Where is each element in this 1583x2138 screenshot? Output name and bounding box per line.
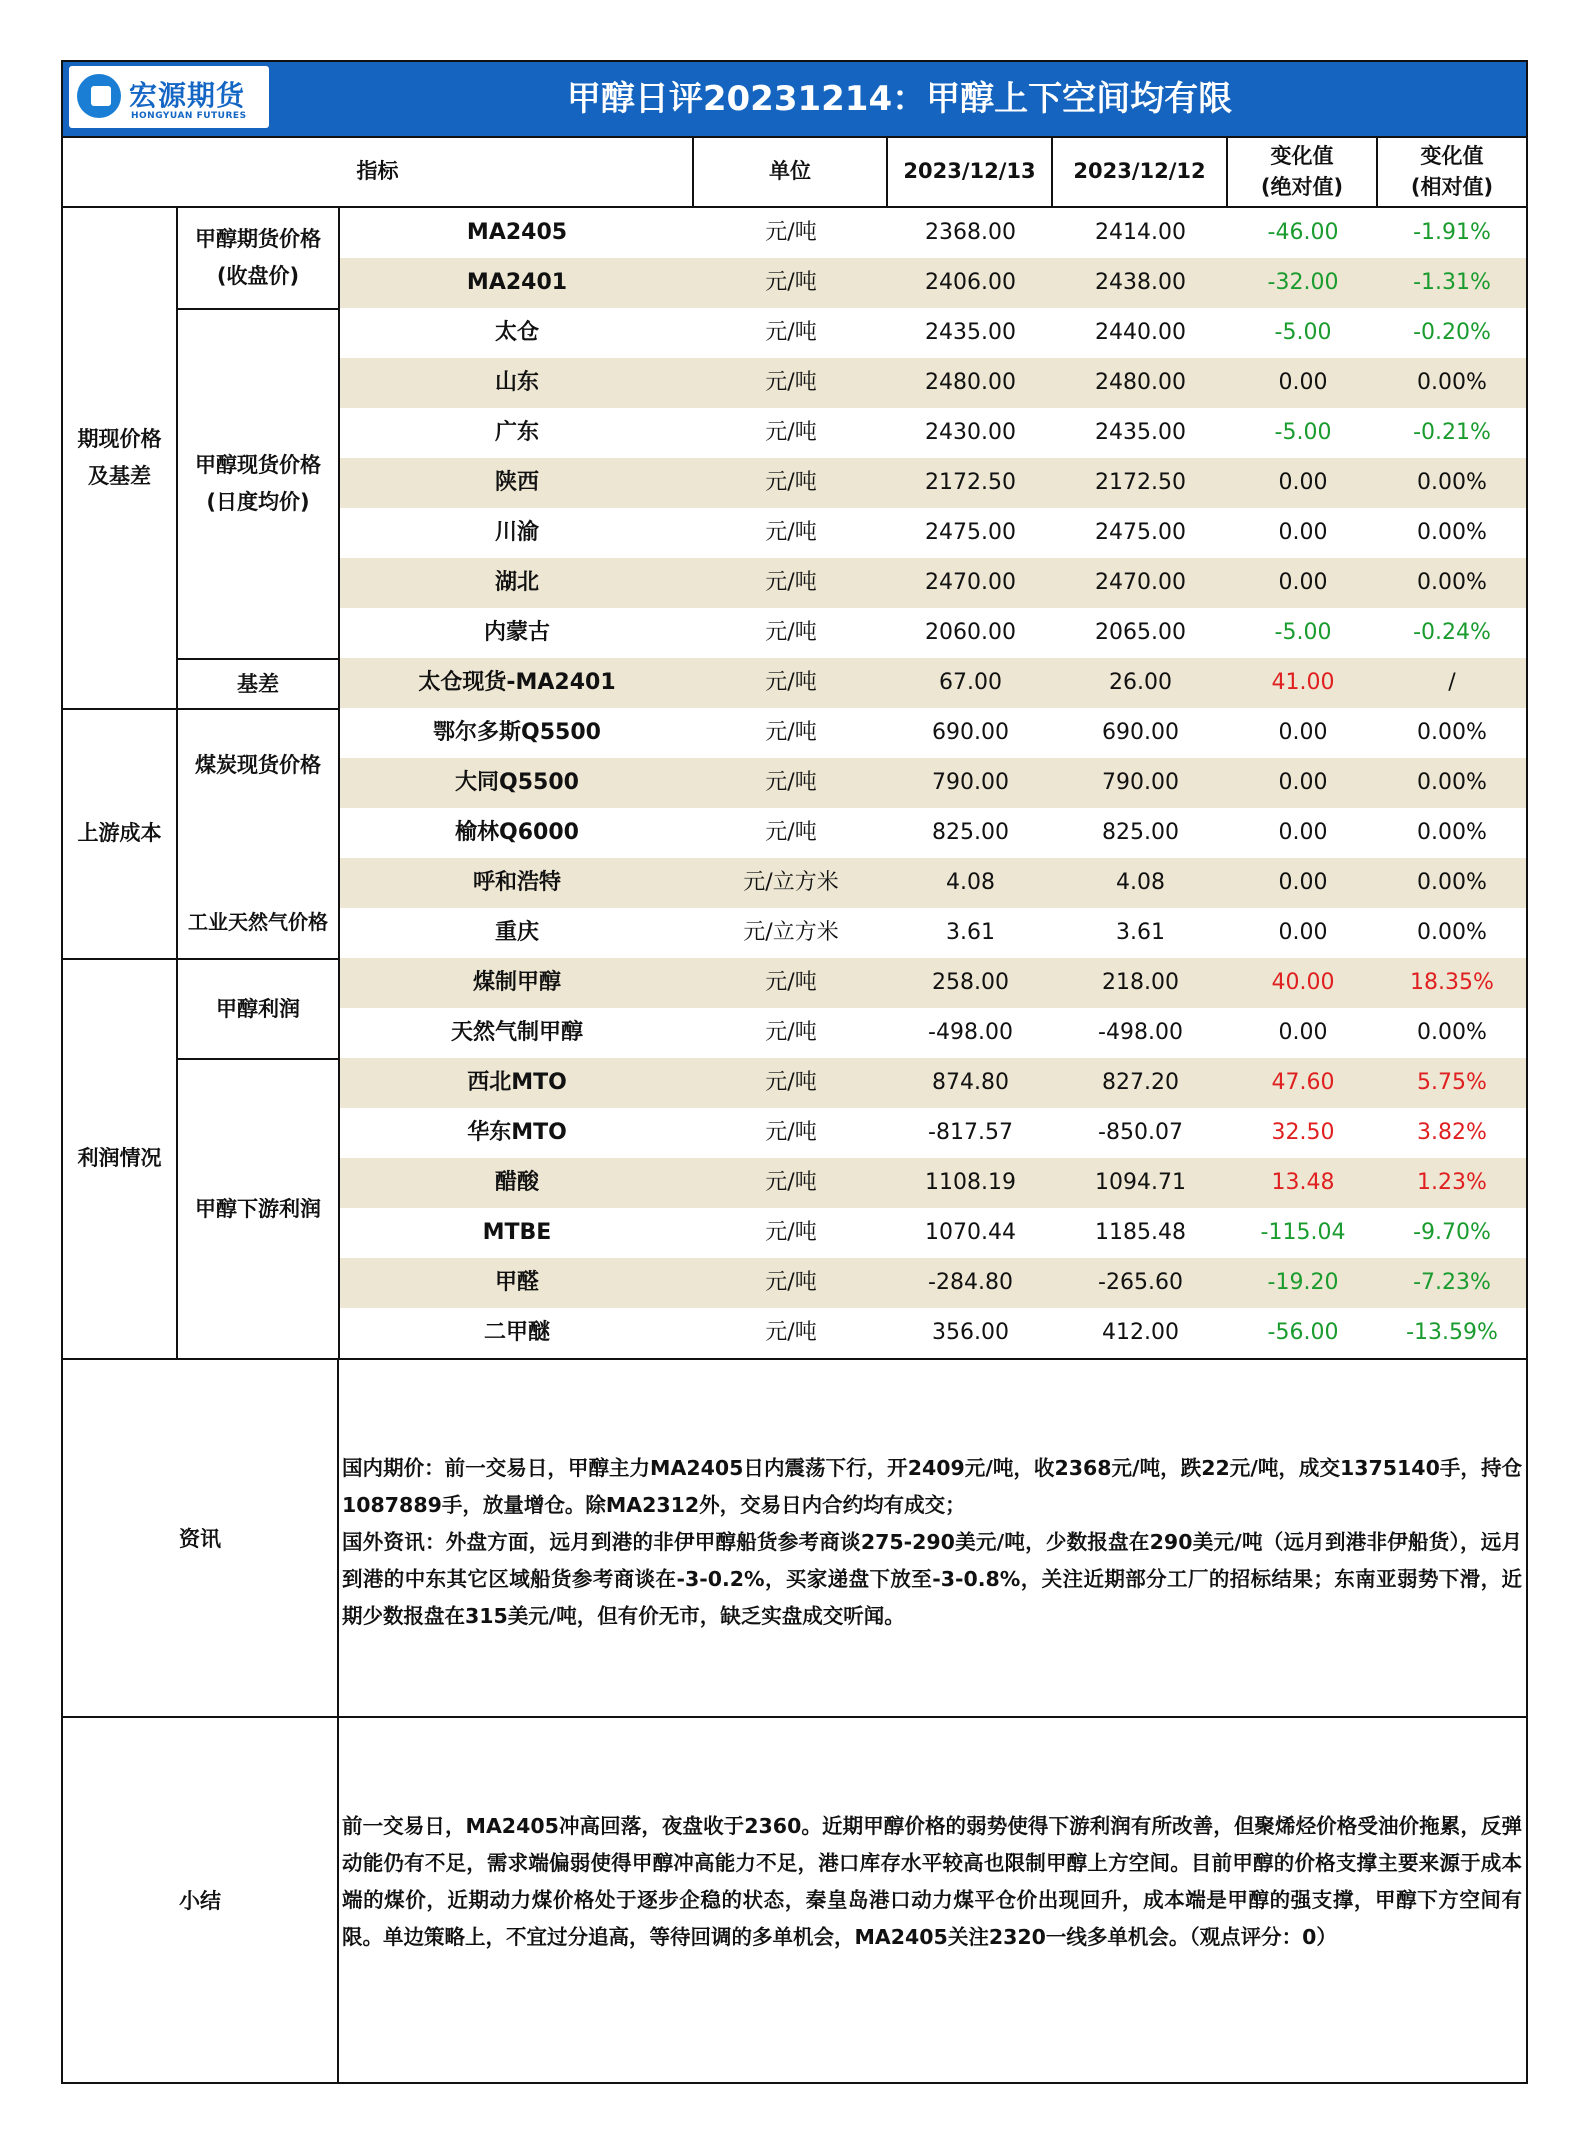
table-row: [63, 858, 1526, 908]
row-unit: 元/吨: [765, 220, 817, 245]
row-value-date-1: 3.61: [946, 920, 995, 945]
section-label-profit: 利润情况: [63, 958, 176, 1358]
row-value-date-1: 258.00: [932, 970, 1009, 995]
row-rel-change: 1.23%: [1417, 1170, 1487, 1195]
row-rel-change: /: [1448, 670, 1456, 695]
row-unit: 元/吨: [765, 570, 817, 595]
row-indicator: MTBE: [482, 1220, 552, 1245]
row-indicator: 呼和浩特: [472, 870, 561, 895]
row-value-date-2: 2438.00: [1095, 270, 1186, 295]
row-value-date-2: -498.00: [1098, 1020, 1183, 1045]
row-indicator: 大同Q5500: [455, 770, 579, 795]
row-value-date-1: 790.00: [932, 770, 1009, 795]
col-abs-change: 变化值 (绝对值): [1228, 138, 1378, 206]
row-unit: 元/吨: [765, 1220, 817, 1245]
summary-text: 前一交易日，MA2405冲高回落，夜盘收于2360。近期甲醇价格的弱势使得下游利润有所改善，但聚烯烃价格受油价拖累，反弹动能仍有不足，需求端偏弱使得甲醇冲高能力不足，港口库存水平较高也限制甲醇上方空间。目前甲醇的价格支撑主要来源于成本端的煤价，近期动力煤价格处于逐步企稳的状态，秦皇岛港口动力煤平仓价出现回升，成本端是甲醇的强支撑，甲醇下方空间有限。单边策略上，不宜过分追高，等待回调的多单机会，MA2405关注2320一线多单机会。（观点评分：0）: [342, 1814, 1522, 1949]
row-indicator: 太仓现货-MA2401: [418, 670, 616, 695]
subgroup-label-gas-price: 工业天然气价格: [178, 902, 338, 942]
row-abs-change: 13.48: [1271, 1170, 1335, 1195]
divider: [337, 1360, 339, 2082]
row-abs-change: 0.00: [1278, 770, 1328, 795]
row-rel-change: -13.59%: [1406, 1320, 1498, 1345]
row-rel-change: 0.00%: [1417, 470, 1487, 495]
row-rel-change: 3.82%: [1417, 1120, 1487, 1145]
row-abs-change: 0.00: [1278, 870, 1328, 895]
col-date-2: 2023/12/12: [1053, 138, 1228, 206]
row-rel-change: -1.91%: [1413, 220, 1491, 245]
col-unit: 单位: [694, 138, 888, 206]
row-abs-change: 0.00: [1278, 520, 1328, 545]
subgroup-label-coal-price: 煤炭现货价格: [178, 710, 338, 820]
row-indicator: 华东MTO: [467, 1120, 567, 1145]
row-abs-change: 0.00: [1278, 570, 1328, 595]
company-logo: [69, 66, 269, 128]
summary-label: 小结: [179, 1889, 221, 1913]
row-unit: 元/立方米: [743, 920, 839, 945]
row-value-date-1: 2172.50: [925, 470, 1016, 495]
row-unit: 元/吨: [765, 270, 817, 295]
row-rel-change: -0.24%: [1413, 620, 1491, 645]
row-abs-change: -46.00: [1267, 220, 1339, 245]
row-value-date-2: -850.07: [1098, 1120, 1183, 1145]
row-abs-change: 0.00: [1278, 470, 1328, 495]
row-value-date-2: 3.61: [1116, 920, 1165, 945]
row-indicator: 西北MTO: [467, 1070, 567, 1095]
row-unit: 元/吨: [765, 1320, 817, 1345]
row-indicator: 陕西: [494, 470, 539, 495]
row-value-date-1: 874.80: [932, 1070, 1009, 1095]
row-value-date-2: 2435.00: [1095, 420, 1186, 445]
row-indicator: 天然气制甲醇: [450, 1020, 583, 1045]
row-value-date-1: 2368.00: [925, 220, 1016, 245]
divider: [338, 208, 340, 1358]
subgroup-label-spot-price: 甲醇现货价格 (日度均价): [178, 310, 338, 658]
row-indicator: 湖北: [494, 570, 539, 595]
row-abs-change: 47.60: [1271, 1070, 1335, 1095]
report-header: [63, 62, 1526, 136]
row-rel-change: 0.00%: [1417, 870, 1487, 895]
row-unit: 元/吨: [765, 1170, 817, 1195]
row-value-date-1: 825.00: [932, 820, 1009, 845]
row-value-date-2: 690.00: [1102, 720, 1179, 745]
row-abs-change: -32.00: [1267, 270, 1339, 295]
row-indicator: 二甲醚: [483, 1320, 550, 1345]
row-rel-change: 0.00%: [1417, 520, 1487, 545]
row-abs-change: 32.50: [1271, 1120, 1335, 1145]
row-indicator: 甲醛: [494, 1270, 539, 1295]
row-rel-change: -7.23%: [1413, 1270, 1491, 1295]
row-value-date-1: 2406.00: [925, 270, 1016, 295]
row-abs-change: 0.00: [1278, 1020, 1328, 1045]
col-date-1: 2023/12/13: [888, 138, 1053, 206]
col-indicator: 指标: [63, 138, 694, 206]
row-value-date-2: 218.00: [1102, 970, 1179, 995]
row-rel-change: 0.00%: [1417, 1020, 1487, 1045]
row-value-date-1: 67.00: [939, 670, 1002, 695]
row-value-date-2: 827.20: [1102, 1070, 1179, 1095]
row-value-date-2: 2475.00: [1095, 520, 1186, 545]
row-unit: 元/立方米: [743, 870, 839, 895]
row-unit: 元/吨: [765, 420, 817, 445]
row-indicator: 太仓: [494, 320, 539, 345]
row-unit: 元/吨: [765, 1070, 817, 1095]
row-indicator: 重庆: [494, 920, 539, 945]
row-value-date-1: 2435.00: [925, 320, 1016, 345]
subgroup-label-futures-price: 甲醇期货价格 (收盘价): [178, 208, 338, 308]
row-value-date-1: -284.80: [928, 1270, 1013, 1295]
divider: [178, 1058, 338, 1060]
row-indicator: 广东: [494, 420, 539, 445]
row-abs-change: 0.00: [1278, 370, 1328, 395]
row-unit: 元/吨: [765, 320, 817, 345]
news-text: 国内期价：前一交易日，甲醇主力MA2405日内震荡下行，开2409元/吨，收2368元/吨，跌22元/吨，成交1375140手，持仓1087889手，放量增仓。除MA2312外，交易日内合约均有成交； 国外资讯：外盘方面，远月到港的非伊甲醇船货参考商谈275-290美元/吨，少数报盘在290美元/吨（远月到港非伊船货），远月到港的中东其它区域船货参考商谈在-3-0.2%，买家递盘下放至-3-0.8%，关注近期部分工厂的招标结果；东南亚弱势下滑，近期少数报盘在315美元/吨，但有价无市，缺乏实盘成交听闻。: [342, 1456, 1522, 1628]
row-rel-change: 0.00%: [1417, 820, 1487, 845]
row-value-date-1: -817.57: [928, 1120, 1013, 1145]
row-value-date-1: -498.00: [928, 1020, 1013, 1045]
row-rel-change: 0.00%: [1417, 920, 1487, 945]
row-value-date-2: -265.60: [1098, 1270, 1183, 1295]
logo-subtext: HONGYUAN FUTURES: [131, 111, 247, 121]
row-rel-change: 5.75%: [1417, 1070, 1487, 1095]
row-unit: 元/吨: [765, 620, 817, 645]
report-frame: [61, 60, 1528, 2084]
row-indicator: 醋酸: [494, 1170, 539, 1195]
row-value-date-1: 2470.00: [925, 570, 1016, 595]
column-header-row: [63, 136, 1526, 208]
row-abs-change: 41.00: [1271, 670, 1335, 695]
subgroup-label-methanol-profit: 甲醇利润: [178, 960, 338, 1058]
row-value-date-1: 356.00: [932, 1320, 1009, 1345]
row-value-date-2: 2172.50: [1095, 470, 1186, 495]
row-unit: 元/吨: [765, 1120, 817, 1145]
divider: [63, 958, 176, 960]
row-unit: 元/吨: [765, 1270, 817, 1295]
row-value-date-1: 1108.19: [925, 1170, 1016, 1195]
row-rel-change: -1.31%: [1413, 270, 1491, 295]
row-value-date-2: 2414.00: [1095, 220, 1186, 245]
row-value-date-1: 690.00: [932, 720, 1009, 745]
report-title: 甲醇日评20231214：甲醇上下空间均有限: [566, 79, 1233, 119]
divider: [178, 658, 340, 660]
subgroup-label-downstream-profit: 甲醇下游利润: [178, 1060, 338, 1358]
row-value-date-1: 1070.44: [925, 1220, 1016, 1245]
row-indicator: MA2401: [466, 270, 568, 295]
row-abs-change: -56.00: [1267, 1320, 1339, 1345]
row-value-date-2: 790.00: [1102, 770, 1179, 795]
row-indicator: 榆林Q6000: [455, 820, 579, 845]
row-value-date-1: 2430.00: [925, 420, 1016, 445]
row-abs-change: 0.00: [1278, 920, 1328, 945]
row-unit: 元/吨: [765, 470, 817, 495]
row-indicator: 煤制甲醇: [472, 970, 561, 995]
row-unit: 元/吨: [765, 670, 817, 695]
row-value-date-2: 1185.48: [1095, 1220, 1186, 1245]
row-unit: 元/吨: [765, 770, 817, 795]
col-rel-change: 变化值 (相对值): [1410, 143, 1494, 199]
row-indicator: 鄂尔多斯Q5500: [433, 720, 601, 745]
row-rel-change: 0.00%: [1417, 570, 1487, 595]
divider: [178, 708, 340, 710]
row-value-date-2: 26.00: [1109, 670, 1172, 695]
row-rel-change: -0.20%: [1413, 320, 1491, 345]
row-value-date-2: 825.00: [1102, 820, 1179, 845]
subgroup-label-basis: 基差: [178, 660, 338, 708]
row-value-date-2: 412.00: [1102, 1320, 1179, 1345]
row-abs-change: 40.00: [1271, 970, 1335, 995]
row-value-date-1: 2480.00: [925, 370, 1016, 395]
row-indicator: 内蒙古: [483, 620, 550, 645]
row-value-date-2: 2480.00: [1095, 370, 1186, 395]
logo-icon: [77, 74, 121, 118]
row-value-date-2: 2440.00: [1095, 320, 1186, 345]
row-indicator: 川渝: [494, 520, 539, 545]
row-rel-change: -0.21%: [1413, 420, 1491, 445]
row-value-date-1: 4.08: [946, 870, 995, 895]
row-abs-change: -5.00: [1274, 320, 1332, 345]
divider: [178, 958, 338, 960]
row-unit: 元/吨: [765, 520, 817, 545]
row-rel-change: 0.00%: [1417, 770, 1487, 795]
row-unit: 元/吨: [765, 720, 817, 745]
row-value-date-1: 2060.00: [925, 620, 1016, 645]
row-value-date-2: 4.08: [1116, 870, 1165, 895]
row-abs-change: -5.00: [1274, 620, 1332, 645]
divider: [176, 208, 178, 1358]
row-abs-change: 0.00: [1278, 820, 1328, 845]
row-unit: 元/吨: [765, 370, 817, 395]
section-label-upstream-cost: 上游成本: [63, 708, 176, 958]
row-abs-change: 0.00: [1278, 720, 1328, 745]
row-rel-change: 0.00%: [1417, 720, 1487, 745]
section-label-price-basis: 期现价格 及基差: [63, 208, 176, 708]
logo-text: 宏源期货: [129, 79, 246, 112]
row-value-date-2: 2470.00: [1095, 570, 1186, 595]
row-value-date-2: 1094.71: [1095, 1170, 1186, 1195]
row-abs-change: -5.00: [1274, 420, 1332, 445]
divider: [63, 708, 176, 710]
row-value-date-2: 2065.00: [1095, 620, 1186, 645]
row-rel-change: 18.35%: [1410, 970, 1494, 995]
row-abs-change: -19.20: [1267, 1270, 1339, 1295]
divider: [178, 308, 338, 310]
row-indicator: 山东: [494, 370, 539, 395]
row-unit: 元/吨: [765, 1020, 817, 1045]
row-unit: 元/吨: [765, 820, 817, 845]
row-abs-change: -115.04: [1260, 1220, 1346, 1245]
row-value-date-1: 2475.00: [925, 520, 1016, 545]
row-indicator: MA2405: [466, 220, 568, 245]
news-label: 资讯: [179, 1527, 221, 1551]
row-rel-change: 0.00%: [1417, 370, 1487, 395]
row-unit: 元/吨: [765, 970, 817, 995]
row-rel-change: -9.70%: [1413, 1220, 1491, 1245]
